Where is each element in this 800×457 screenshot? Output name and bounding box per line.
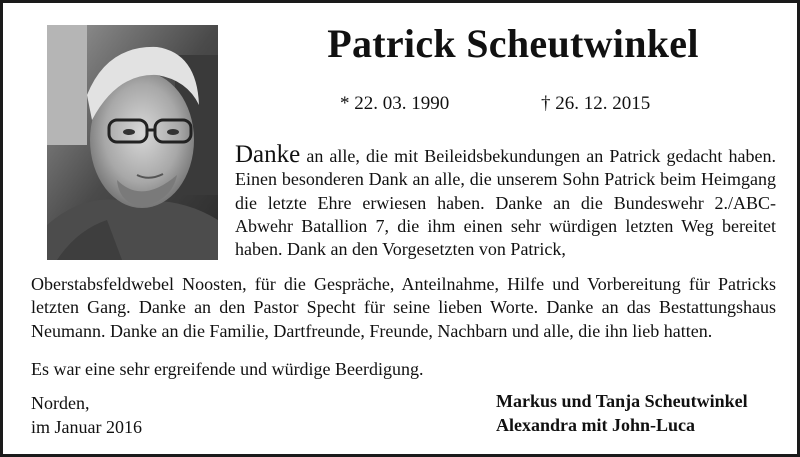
signature xyxy=(496,389,748,437)
deceased-name: Patrick Scheutwinkel xyxy=(327,21,699,66)
signature-line-2: Alexandra mit John-Luca xyxy=(496,415,696,435)
closing-sentence: Es war eine sehr ergreifende und würdige Beerdigung. xyxy=(31,359,424,379)
date-line: im Januar 2016 xyxy=(31,417,142,437)
death-date: † 26. 12. 2015 xyxy=(541,93,651,114)
birth-date: * 22. 03. 1990 xyxy=(340,93,450,114)
message-text-lower: Oberstabsfeldwebel Noosten, für die Gespräche, Anteilnahme, Hilfe und Vorbereitung für Patricks letzten Gang. Danke an den Pastor Specht für seine lieben Worte. Danke an das Bestattungshaus Neumann. Danke an die Familie, Dartfreunde, Freunde, Nachbarn und alle, die ihn lieb hatten. xyxy=(31,274,776,341)
place-and-date xyxy=(31,391,142,439)
portrait-photo xyxy=(47,25,218,260)
place-line: Norden, xyxy=(31,393,90,413)
message-part-1: an alle, die mit Beileidsbekundungen an Patrick gedacht haben. Einen besonderen Dank an alle, die unserem Sohn Patrick beim Heimgang die letzte Ehre erwiesen haben. Danke an die Bundeswehr 2./ABC-Abwehr Batallion 7, die ihm einen sehr würdigen letzten Weg bereitet haben. Dank an den Vorgesetzten von Patrick, xyxy=(235,146,776,260)
signature-line-1: Markus und Tanja Scheutwinkel xyxy=(496,391,748,411)
portrait-image xyxy=(47,25,218,260)
message-text-upper xyxy=(235,143,776,261)
message-lead-word: Danke xyxy=(235,141,301,168)
